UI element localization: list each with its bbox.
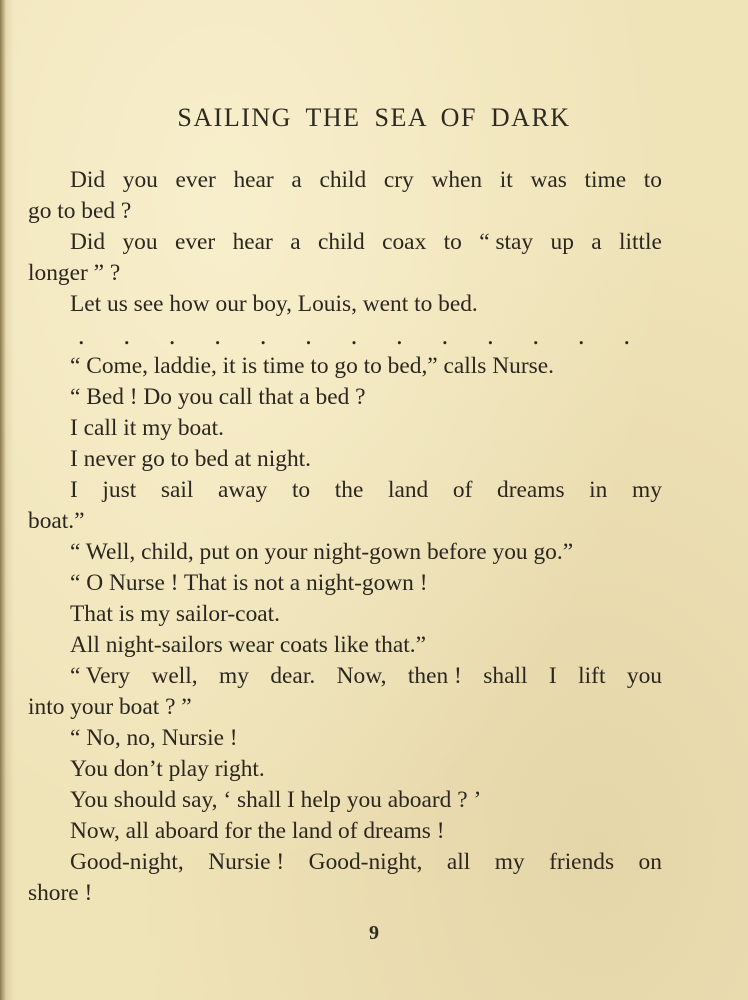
ellipsis-row [28,320,662,351]
body-text [28,165,662,909]
word: just [102,477,137,503]
text-line [28,165,662,196]
word: lift [578,663,606,689]
ellipsis-dot: . [441,321,449,350]
word: “ Very [70,663,130,689]
text-line: I never go to bed at night. [70,446,311,472]
word: Good-night, [308,849,423,875]
word: a [290,229,301,255]
word: it [499,167,513,193]
ellipsis-dot: . [532,321,540,350]
text-line: “ Come, laddie, it is time to go to bed,” calls Nurse. [70,353,554,379]
word: of [452,477,473,503]
word: my [219,663,249,689]
word: I [70,477,78,503]
word: shall [483,663,528,689]
ellipsis-dot: . [623,321,630,350]
word: “ stay [479,229,534,255]
word: to [443,229,462,255]
word: to [643,167,662,193]
text-line: You should say, ‘ shall I help you aboard ? ’ [70,787,482,813]
word: a [291,167,302,193]
text-line: go to bed ? [28,198,132,224]
word: well, [151,663,198,689]
word: sail [160,477,194,503]
running-head: SAILING THE SEA OF DARK [177,103,571,132]
text-line: Now, all aboard for the land of dreams ! [70,818,445,844]
text-line: “ Well, child, put on your night-gown before you go.” [70,539,574,565]
word: friends [549,849,615,875]
text-line: That is my sailor-coat. [70,601,280,627]
text-line: You don’t play right. [70,756,265,782]
page-spine-shadow [0,0,6,1000]
word: ever [174,229,216,255]
word: dreams [497,477,565,503]
text-line [28,227,662,258]
word: to [291,477,311,503]
ellipsis-dot: . [168,321,176,350]
word: my [632,477,662,503]
word: a [591,229,602,255]
word: you [122,167,158,193]
word: in [589,477,608,503]
word: child [317,229,365,255]
text-line: “ No, no, Nursie ! [70,725,238,751]
text-line: longer ” ? [28,260,121,286]
word: cry [383,167,414,193]
word: up [550,229,574,255]
word: dear. [270,663,316,689]
word: child [319,167,367,193]
word: when [431,167,483,193]
word: you [122,229,158,255]
text-line: All night-sailors wear coats like that.” [70,632,426,658]
word: my [494,849,525,875]
word: Did [70,167,106,193]
text-line: Let us see how our boy, Louis, went to bed. [70,291,478,317]
word: hear [232,229,273,255]
text-line: into your boat ? ” [28,694,192,720]
word: land [387,477,429,503]
word: was [530,167,567,193]
word: Now, [336,663,387,689]
ellipsis-dot: . [305,321,312,350]
word: I [548,663,557,689]
word: then ! [407,663,462,689]
text-line: shore ! [28,880,93,906]
word: away [217,477,268,503]
word: time [584,167,627,193]
ellipsis-dot: . [78,321,85,350]
text-line: “ Bed ! Do you call that a bed ? [70,384,366,410]
word: all [446,849,471,875]
word: Nursie ! [208,849,285,875]
ellipsis-dot: . [123,321,130,350]
word: little [619,229,662,255]
ellipsis-dot: . [350,321,358,350]
ellipsis-dot: . [396,321,403,350]
page-number: 9 [369,922,379,944]
text-line: boat.” [28,508,85,534]
word: hear [233,167,274,193]
word: you [626,663,662,689]
text-line [28,475,662,506]
word: coax [382,229,427,255]
text-line: I call it my boat. [70,415,224,441]
word: the [334,477,364,503]
text-line [28,847,662,878]
ellipsis-dot: . [487,321,494,350]
word: on [638,849,662,875]
word: Good-night, [70,849,184,875]
word: ever [175,167,216,193]
ellipsis-dot: . [577,321,585,350]
word: Did [70,229,106,255]
text-line: “ O Nurse ! That is not a night-gown ! [70,570,428,596]
ellipsis-dot: . [259,321,267,350]
ellipsis-dot: . [214,321,221,350]
text-line [28,661,662,692]
